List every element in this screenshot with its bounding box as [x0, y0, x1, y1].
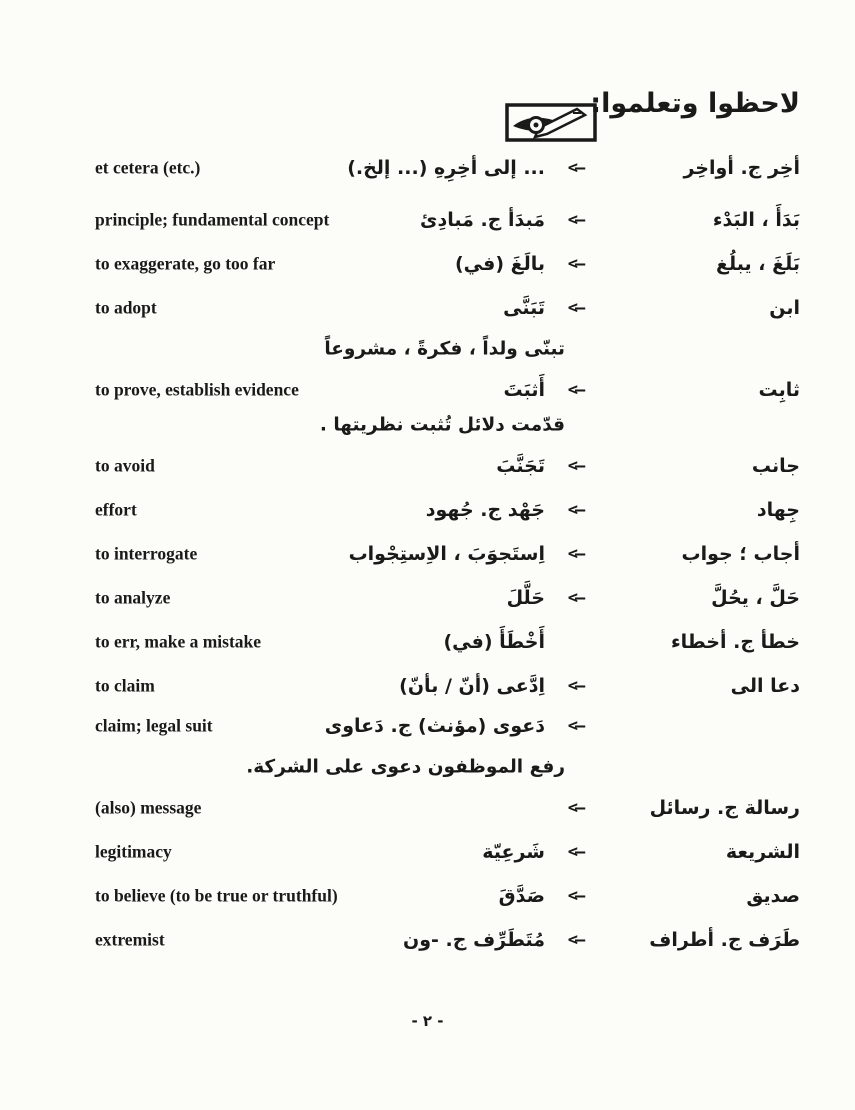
english-gloss: effort	[95, 499, 137, 520]
arabic-new-word: مُتَطَرِّف ج. -ون	[403, 929, 545, 951]
arabic-new-word: أَثبَتَ	[503, 379, 545, 401]
vocab-row	[0, 704, 855, 748]
arabic-known-word: بَلَغَ ، يبلُغ	[716, 253, 800, 275]
english-gloss: to avoid	[95, 455, 155, 476]
english-gloss: to claim	[95, 675, 155, 696]
vocab-row	[0, 830, 855, 874]
example-sentence-row	[0, 748, 855, 786]
left-arrow-icon: <—	[567, 842, 583, 862]
arabic-new-word: مَبدَأ ج. مَبادِئ	[420, 209, 545, 231]
arabic-known-word: الشريعة	[725, 841, 800, 863]
arabic-known-word: بَدَأَ ، البَدْء	[712, 209, 800, 231]
vocab-row	[0, 488, 855, 532]
arabic-new-word: دَعوى (مؤنث) ج. دَعاوى	[324, 715, 545, 737]
english-gloss: (also) message	[95, 797, 202, 818]
eye-pencil-icon	[505, 103, 597, 142]
left-arrow-icon: <—	[567, 676, 583, 696]
english-gloss: to exaggerate, go too far	[95, 253, 276, 274]
vocab-row	[0, 532, 855, 576]
example-sentence: رفع الموظفون دعوى على الشركة.	[246, 756, 565, 778]
arabic-new-word: بالَغَ (في)	[454, 253, 545, 275]
english-gloss: to believe (to be true or truthful)	[95, 885, 338, 906]
english-gloss: legitimacy	[95, 841, 172, 862]
arabic-new-word: شَرعِيّة	[482, 841, 545, 863]
arabic-new-word: حَلَّلَ	[506, 587, 545, 609]
left-arrow-icon: <—	[567, 588, 583, 608]
arabic-known-word: جانب	[751, 455, 800, 477]
arabic-known-word: جِهاد	[756, 499, 800, 521]
example-sentence-row	[0, 330, 855, 368]
english-gloss: to interrogate	[95, 543, 198, 564]
english-gloss: principle; fundamental concept	[95, 209, 330, 230]
page-title: لاحظوا وتعلموا:	[590, 88, 800, 119]
arabic-known-word: أجاب ؛ جواب	[681, 543, 800, 565]
example-sentence: قدّمت دلائل تُثبت نظريتها .	[319, 414, 565, 436]
page-number: - ٢ -	[411, 1012, 444, 1030]
example-sentence-row	[0, 406, 855, 444]
english-gloss: to err, make a mistake	[95, 631, 262, 652]
arabic-known-word: ابن	[769, 297, 800, 319]
arabic-known-word: رسالة ج. رسائل	[649, 797, 800, 819]
left-arrow-icon: <—	[567, 930, 583, 950]
english-gloss: to adopt	[95, 297, 157, 318]
arabic-known-word: طَرَف ج. أطراف	[649, 929, 800, 951]
vocab-row	[0, 198, 855, 242]
arabic-known-word: حَلَّ ، يحُلَّ	[711, 587, 800, 609]
vocab-row	[0, 918, 855, 962]
vocab-row	[0, 664, 855, 708]
arabic-known-word: خطأ ج. أخطاء	[670, 631, 800, 653]
arabic-new-word: تَجَنَّبَ	[496, 455, 545, 477]
english-gloss: et cetera (etc.)	[95, 157, 201, 178]
vocab-row	[0, 874, 855, 918]
left-arrow-icon: <—	[567, 716, 583, 736]
left-arrow-icon: <—	[567, 886, 583, 906]
vocab-list	[0, 146, 855, 962]
arabic-known-word: ثابِت	[758, 379, 800, 401]
vocab-row	[0, 620, 855, 664]
vocab-row	[0, 786, 855, 830]
left-arrow-icon: <—	[567, 254, 583, 274]
vocab-row	[0, 146, 855, 190]
example-sentence: تبنّى ولداً ، فكرةً ، مشروعاً	[324, 338, 565, 360]
english-gloss: claim; legal suit	[95, 715, 213, 736]
left-arrow-icon: <—	[567, 210, 583, 230]
arabic-known-word: دعا الى	[730, 675, 800, 697]
arabic-known-word: أخِر ج. أواخِر	[683, 157, 800, 179]
arabic-new-word: صَدَّقَ	[498, 885, 545, 907]
english-gloss: to analyze	[95, 587, 171, 608]
arabic-new-word: اِستَجوَبَ ، الاِستِجْواب	[348, 543, 545, 565]
left-arrow-icon: <—	[567, 544, 583, 564]
arabic-new-word: أَخْطَأَ (في)	[443, 631, 545, 653]
arabic-new-word: جَهْد ج. جُهود	[425, 499, 545, 521]
vocab-row	[0, 286, 855, 330]
arabic-new-word: تَبَنَّى	[503, 297, 545, 319]
english-gloss: to prove, establish evidence	[95, 379, 299, 400]
left-arrow-icon: <—	[567, 298, 583, 318]
vocab-row	[0, 242, 855, 286]
left-arrow-icon: <—	[567, 456, 583, 476]
vocab-row	[0, 444, 855, 488]
arabic-known-word: صديق	[746, 885, 800, 907]
arabic-new-word: اِدَّعى (أنّ / بأنّ)	[399, 675, 545, 697]
english-gloss: extremist	[95, 929, 165, 950]
left-arrow-icon: <—	[567, 500, 583, 520]
vocab-row	[0, 576, 855, 620]
left-arrow-icon: <—	[567, 158, 583, 178]
arabic-new-word: ... إلى أخِرِهِ (... إلخ.)	[347, 157, 545, 179]
left-arrow-icon: <—	[567, 380, 583, 400]
left-arrow-icon: <—	[567, 798, 583, 818]
